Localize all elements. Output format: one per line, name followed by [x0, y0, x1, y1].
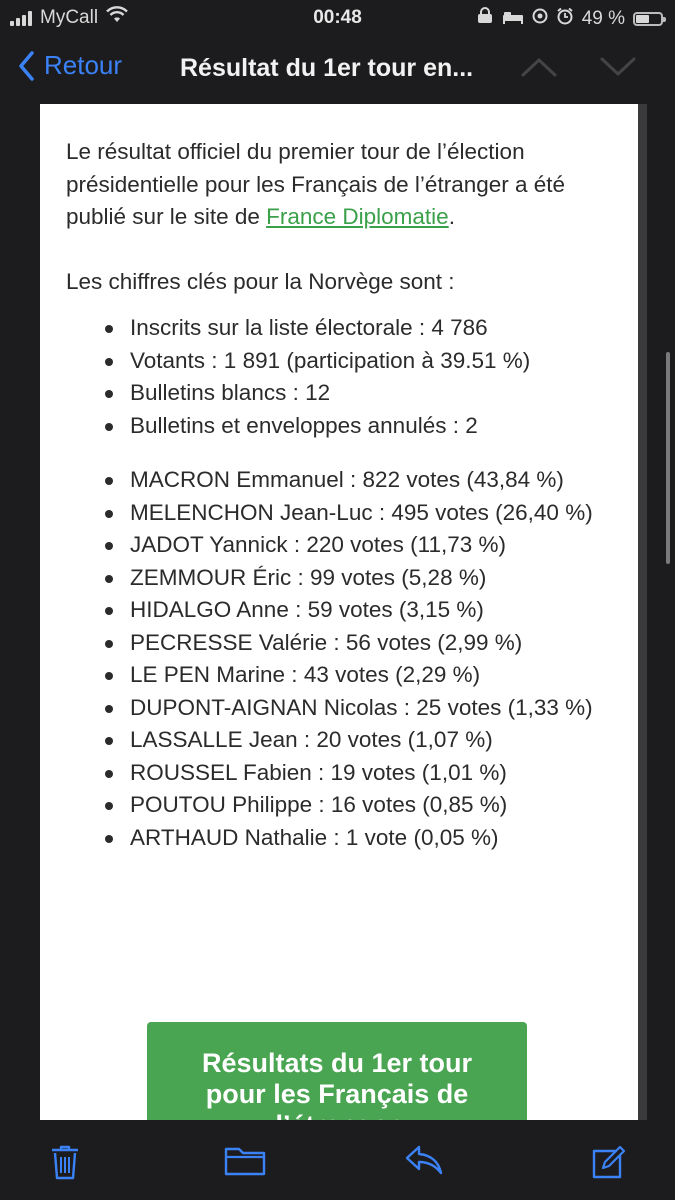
nav-title: Résultat du 1er tour en...: [180, 54, 474, 82]
status-right: [476, 7, 663, 31]
battery-icon: [633, 12, 663, 26]
sleep-icon: [502, 8, 524, 30]
content-edge: [638, 104, 647, 1120]
status-bar: [0, 0, 675, 36]
chevron-down-icon[interactable]: [600, 56, 636, 83]
intro-text: Le résultat officiel du premier tour de l’élection présidentielle pour les Français de l’étranger a été publié sur le site de: [66, 139, 566, 229]
list-item: POUTOU Philippe : 16 votes (0,85 %): [130, 789, 626, 822]
battery-percent: 49 %: [581, 8, 625, 29]
folder-icon[interactable]: [224, 1144, 266, 1181]
list-item: JADOT Yannick : 220 votes (11,73 %): [130, 529, 626, 562]
list-item: LE PEN Marine : 43 votes (2,29 %): [130, 659, 626, 692]
list-item: HIDALGO Anne : 59 votes (3,15 %): [130, 594, 626, 627]
message-text: [66, 136, 626, 854]
back-button[interactable]: [18, 50, 122, 81]
chevron-left-icon: [18, 51, 34, 81]
scrollbar[interactable]: [666, 352, 670, 564]
list-item: DUPONT-AIGNAN Nicolas : 25 votes (1,33 %): [130, 692, 626, 725]
list-item: LASSALLE Jean : 20 votes (1,07 %): [130, 724, 626, 757]
carrier-name: MyCall: [40, 7, 99, 28]
list-item: ARTHAUD Nathalie : 1 vote (0,05 %): [130, 822, 626, 855]
chevron-up-icon[interactable]: [521, 56, 557, 83]
key-figures-label: Les chiffres clés pour la Norvège sont :: [66, 268, 455, 294]
battery-level: [636, 15, 649, 23]
stats-list: [66, 312, 626, 442]
location-icon: [532, 8, 548, 30]
back-label: Retour: [44, 50, 123, 80]
candidate-results-list: [66, 464, 626, 854]
trash-icon[interactable]: [50, 1144, 80, 1185]
bottom-toolbar: [0, 1120, 675, 1200]
list-item: MACRON Emmanuel : 822 votes (43,84 %): [130, 464, 626, 497]
nav-bar: [0, 36, 675, 104]
list-item: Votants : 1 891 (participation à 39.51 %): [130, 345, 626, 378]
list-item: ROUSSEL Fabien : 19 votes (1,01 %): [130, 757, 626, 790]
alarm-icon: [556, 7, 574, 31]
compose-icon[interactable]: [590, 1144, 626, 1185]
list-item: PECRESSE Valérie : 56 votes (2,99 %): [130, 627, 626, 660]
list-item: Inscrits sur la liste électorale : 4 786: [130, 312, 626, 345]
rotation-lock-icon: [476, 8, 494, 30]
status-time: 00:48: [313, 7, 362, 28]
france-diplomatie-link[interactable]: France Diplomatie: [266, 204, 449, 229]
results-button[interactable]: Résultats du 1er tour pour les Français de: [147, 1022, 527, 1142]
list-item: ZEMMOUR Éric : 99 votes (5,28 %): [130, 562, 626, 595]
list-item: Bulletins et enveloppes annulés : 2: [130, 410, 626, 443]
list-item: Bulletins blancs : 12: [130, 377, 626, 410]
intro-end: .: [448, 204, 455, 229]
reply-icon[interactable]: [404, 1144, 444, 1181]
list-item: MELENCHON Jean-Luc : 495 votes (26,40 %): [130, 497, 626, 530]
intro-paragraph: [66, 136, 626, 234]
message-body[interactable]: [40, 104, 638, 1120]
